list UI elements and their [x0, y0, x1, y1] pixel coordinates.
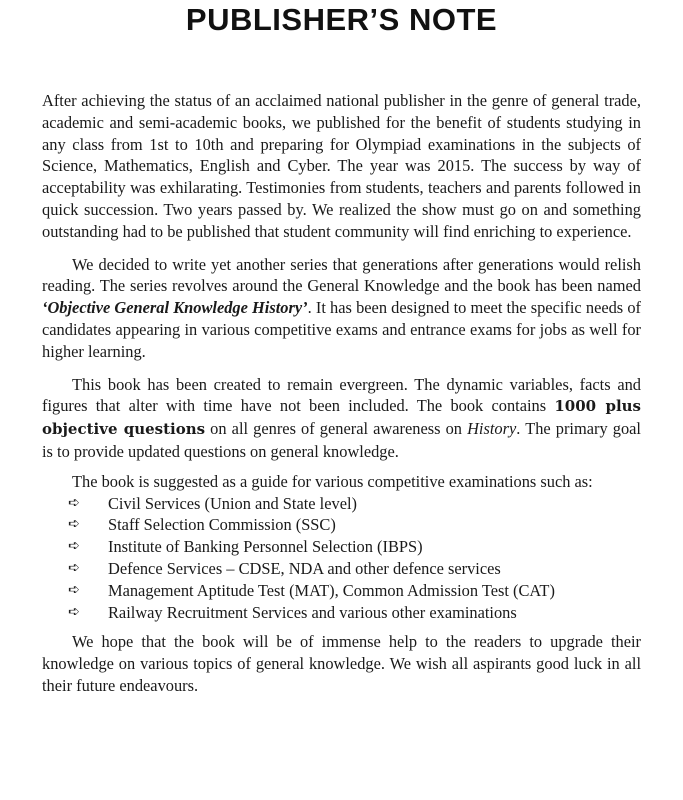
book-title: ‘Objective General Knowledge History’: [42, 298, 308, 318]
paragraph-intro: After achieving the status of an acclaimed national publisher in the genre of general trade, academic and semi-academic books, we published for the benefit of students studying in any class from 1st to 10th and preparing for Olympiad examinations in the subjects of Science, Mathematics, English and Cyber. The year was 2015. The success by way of acceptability was exhilarating. Testimonies from students, teachers and parents followed in quick succession. Two years passed by. We realized the show must go on and something outstanding had to be published that student community will find enriching to experience.: [42, 91, 641, 241]
exam-label: Defence Services – CDSE, NDA and other defence services: [108, 558, 501, 578]
subject-name: History: [467, 419, 517, 439]
arrow-right-outline-icon: ➪: [68, 538, 80, 555]
arrow-right-outline-icon: ➪: [68, 494, 80, 511]
list-item: [68, 602, 641, 624]
paragraph-evergreen-text-after: . The primary goal is to provide updated questions on general knowledge.: [42, 419, 641, 461]
paragraph-evergreen-text-before: This book has been created to remain evergreen. The dynamic variables, facts and figures that alter with time have not been included. The book contains: [42, 374, 641, 416]
exam-label: Railway Recruitment Services and various other examinations: [108, 602, 517, 622]
list-item: [68, 558, 641, 580]
list-item: [68, 536, 641, 558]
arrow-right-outline-icon: ➪: [68, 603, 80, 620]
paragraph-evergreen-text-middle: on all genres of general awareness on: [205, 419, 468, 439]
question-count-highlight: 1000 plus objective questions: [42, 397, 641, 439]
paragraph-series-text-before: We decided to write yet another series that generations after generations would relish reading. The series revolves around the General Knowledge and the book has been named: [42, 254, 641, 296]
list-item: [68, 580, 641, 602]
exam-label: Management Aptitude Test (MAT), Common Admission Test (CAT): [108, 580, 555, 600]
arrow-right-outline-icon: ➪: [68, 581, 80, 598]
paragraph-closing: We hope that the book will be of immense help to the readers to upgrade their knowledge on various topics of general knowledge. We wish all aspirants good luck in all their future endeavours.: [42, 632, 641, 695]
list-item: [68, 493, 641, 515]
paragraph-guide: The book is suggested as a guide for various competitive examinations such as:: [72, 471, 593, 491]
note-body: [42, 90, 641, 697]
arrow-right-outline-icon: ➪: [68, 516, 80, 533]
paragraph-series: [42, 254, 641, 363]
exam-label: Staff Selection Commission (SSC): [108, 515, 336, 535]
paragraph-series-text-after: . It has been designed to meet the specific needs of candidates appearing in various competitive exams and entrance exams for jobs as well for higher learning.: [42, 298, 642, 361]
paragraph-evergreen: [42, 374, 641, 463]
arrow-right-outline-icon: ➪: [68, 559, 80, 576]
exam-list: [42, 493, 641, 624]
page-title: PUBLISHER’S NOTE: [185, 2, 498, 37]
list-item: [68, 514, 641, 536]
exam-label: Institute of Banking Personnel Selection (IBPS): [108, 537, 423, 557]
exam-label: Civil Services (Union and State level): [108, 493, 357, 513]
